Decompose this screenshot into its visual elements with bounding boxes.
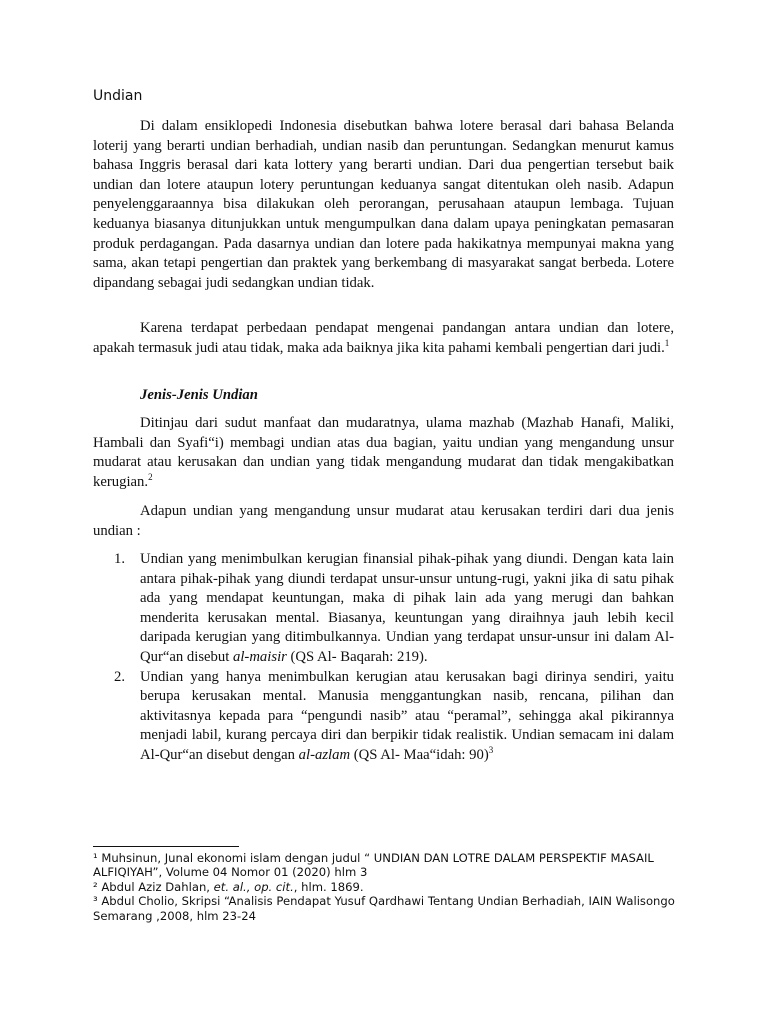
footnote-2 bbox=[93, 880, 693, 894]
footnote-2-tail: , hlm. 1869. bbox=[293, 879, 364, 894]
footnote-ref-2[interactable]: 2 bbox=[148, 471, 153, 482]
list-item-term: al-azlam bbox=[298, 746, 351, 763]
subheading-jenis-undian: Jenis-Jenis Undian bbox=[140, 387, 258, 403]
footnote-separator bbox=[93, 846, 239, 847]
list-number: 2. bbox=[114, 668, 126, 685]
section-heading: Undian bbox=[93, 88, 143, 104]
footnote-2-text: ² Abdul Aziz Dahlan, bbox=[93, 879, 214, 894]
list-item-text: Undian yang menimbulkan kerugian finansial pihak-pihak yang diundi. Dengan kata lain antara pihak-pihak yang diundi terdapat unsur-unsur untung-rugi, yakni jika di satu pihak ada yang mendapat keuntungan, maka di pihak lain ada yang merugi dan bahkan menderita kerusakan mental. Biasanya, keuntungan yang diraihnya jauh lebih kecil daripada kerugian yang ditimbulkannya. Undian yang terdapat unsur-unsur ini dalam Al-Qur“an disebut bbox=[140, 551, 674, 665]
numbered-list bbox=[93, 550, 674, 766]
paragraph-mazhab-view bbox=[93, 414, 674, 492]
paragraph-text: Di dalam ensiklopedi Indonesia disebutkan bahwa lotere berasal dari bahasa Belanda loterij yang berarti undian berhadiah, undian nasib dan peruntungan. Sedangkan menurut kamus bahasa Inggris berasal dari kata lottery yang berarti undian. Dari dua pengertian tersebut baik undian dan lotere ataupun lotery peruntungan keduanya sangat ditentukan oleh nasib. Adapun penyelenggaraannya bisa dilakukan oleh perorangan, perusahaan ataupun lembaga. Tujuan keduanya biasanya ditunjukkan untuk mengumpulkan dana dalam upaya peningkatan pemasaran produk perdagangan. Pada dasarnya undian dan lotere pada hakikatnya mempunyai makna yang sama, akan tetapi pengertian dan praktek yang berkembang di masyarakat sangat berbeda. Lotere dipandang sebagai judi sedangkan undian tidak. bbox=[93, 118, 674, 291]
paragraph-text: Ditinjau dari sudut manfaat dan mudaratnya, ulama mazhab (Mazhab Hanafi, Maliki, Hambali dan Syafi“i) membagi undian atas dua bagian, yaitu undian yang mengandung unsur mudarat atau kerusakan dan undian yang tidak mengandung mudarat dan tidak mengakibatkan kerugian. bbox=[93, 415, 674, 490]
footnote-3-continuation: Semarang ,2008, hlm 23-24 bbox=[93, 908, 256, 923]
footnote-3: ³ Abdul Cholio, Skripsi “Analisis Pendapat Yusuf Qardhawi Tentang Undian Berhadiah, IAIN Walisongo bbox=[93, 894, 675, 909]
footnote-ref-1[interactable]: 1 bbox=[664, 337, 670, 348]
paragraph-lotere-definition bbox=[93, 117, 674, 293]
paragraph-text: Karena terdapat perbedaan pendapat mengenai pandangan antara undian dan lotere, apakah termasuk judi atau tidak, maka ada baiknya jika kita pahami kembali pengertian dari judi. bbox=[93, 320, 674, 356]
list-item bbox=[93, 668, 674, 766]
paragraph-text: Adapun undian yang mengandung unsur mudarat atau kerusakan terdiri dari dua jenis undian : bbox=[93, 503, 674, 539]
list-number: 1. bbox=[114, 551, 126, 567]
footnote-1: ¹ Muhsinun, Junal ekonomi islam dengan judul “ UNDIAN DAN LOTRE DALAM PERSPEKTIF MASAIL ALFIQIYAH”, Volume 04 Nomor 01 (2020) hlm 3 bbox=[93, 851, 654, 880]
list-item bbox=[93, 550, 674, 668]
paragraph-judi-question bbox=[93, 319, 674, 358]
footnote-ref-3[interactable]: 3 bbox=[488, 744, 494, 755]
paragraph-two-types bbox=[93, 502, 674, 541]
list-item-tail: (QS Al- Maa“idah: 90) bbox=[350, 746, 489, 763]
list-item-term: al-maisir bbox=[233, 648, 287, 665]
footnote-2-italic: et. al., op. cit. bbox=[213, 879, 294, 894]
footnotes bbox=[93, 851, 693, 923]
list-item-text: Undian yang hanya menimbulkan kerugian atau kerusakan bagi dirinya sendiri, yaitu berupa kerusakan mental. Manusia menggantungkan nasib, rencana, pilihan dan aktivitasnya kepada para “pengundi nasib” atau “peramal”, sehingga akal pikirannya menjadi labil, kurang percaya diri dan berpikir tidak realistik. Undian semacam ini dalam Al-Qur“an disebut dengan bbox=[140, 668, 674, 763]
list-item-tail: (QS Al- Baqarah: 219). bbox=[286, 648, 428, 665]
